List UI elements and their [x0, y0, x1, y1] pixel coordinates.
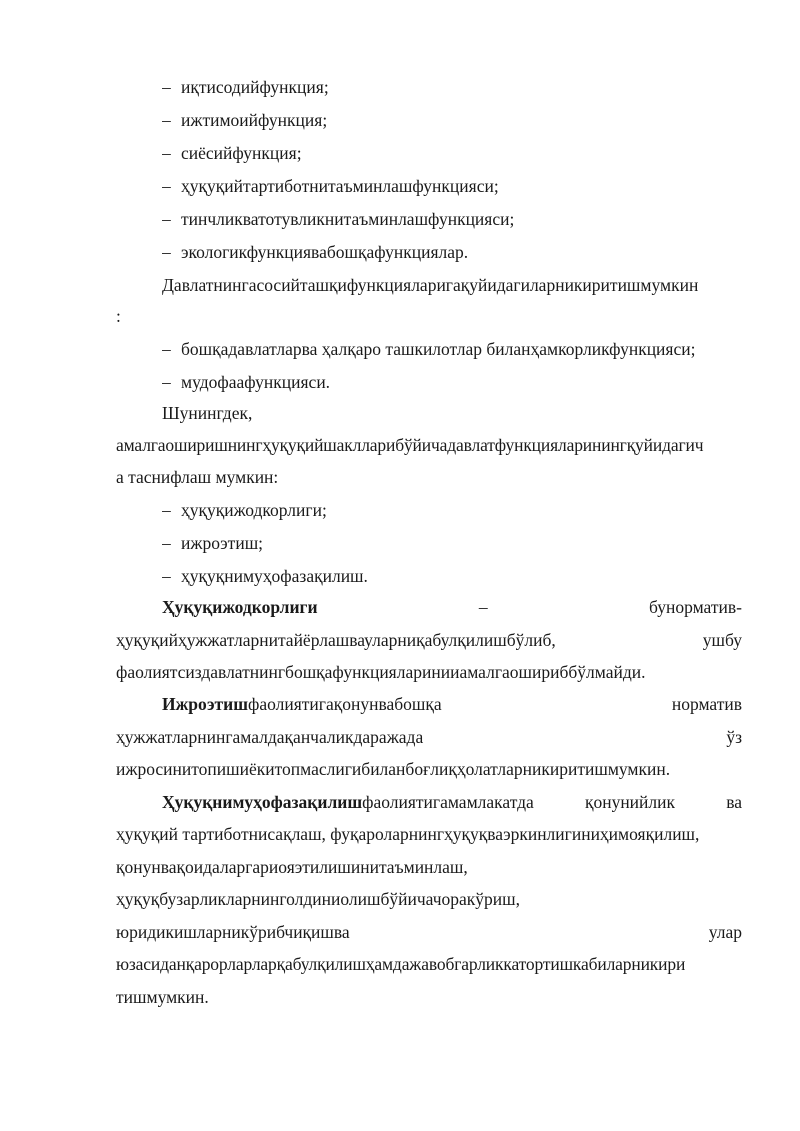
list-item: – ижтимоийфункция;	[162, 105, 742, 135]
list-dash: –	[162, 77, 171, 97]
list-item: – ҳуқуқийтартиботнитаъминлашфункцияси;	[162, 171, 742, 201]
paragraph-execution-line1: Ижроэтишфаолиятигақонунвабошқа норматив	[162, 694, 742, 714]
list-dash: –	[162, 242, 171, 262]
paragraph-forms-line3: а таснифлаш мумкин:	[116, 467, 279, 487]
paragraph-protection-line4: ҳуқуқбузарликларнинголдиниолишбўйичачоракўриш,	[116, 889, 521, 909]
paragraph-lawmaking-line3: фаолиятсиздавлатнингбошқафункцияларинииамалгаошириббўлмайди.	[116, 662, 646, 682]
paragraph-execution-line3: ижросинитопишиёкитопмаслигибиланбоғлиқҳолатларникиритишмумкин.	[116, 759, 671, 779]
list-item: – мудофаафункцияси.	[162, 367, 742, 397]
list-item: – сиёсийфункция;	[162, 138, 742, 168]
list-item: – ҳуқуқнимуҳофазақилиш.	[162, 561, 742, 591]
list-dash: –	[162, 500, 171, 520]
list-dash: –	[162, 566, 171, 586]
list-item: – ҳуқуқижодкорлиги;	[162, 495, 742, 525]
term-protection: Ҳуқуқнимуҳофазақилиш	[162, 792, 363, 812]
list-item: – бошқадавлатларва ҳалқаро ташкилотлар биланҳамкорликфункцияси;	[162, 334, 742, 364]
paragraph-protection-line7: тишмумкин.	[116, 987, 209, 1007]
list-dash: –	[162, 110, 171, 130]
term-lawmaking: Ҳуқуқижодкорлиги	[162, 597, 318, 617]
paragraph-forms-line1: Шунингдек,	[162, 403, 253, 423]
list-dash: –	[162, 209, 171, 229]
paragraph-lawmaking-line1: Ҳуқуқижодкорлиги – бунорматив-	[162, 597, 742, 617]
paragraph-execution-line2: ҳужжатларнингамалдақанчаликдаражада ўз	[116, 727, 742, 747]
term-execution: Ижроэтиш	[162, 694, 249, 714]
list-dash: –	[162, 372, 171, 392]
paragraph-protection-line3: қонунвақоидаларгариояэтилишинитаъминлаш,	[116, 857, 468, 877]
list-item: – экологикфункциявабошқафункциялар.	[162, 237, 742, 267]
paragraph-external-line1: Давлатнингасосийташқифункцияларигақуйидагиларникиритишмумкин	[162, 275, 699, 295]
list-dash: –	[162, 176, 171, 196]
list-dash: –	[162, 143, 171, 163]
list-dash: –	[162, 533, 171, 553]
list-dash: –	[162, 339, 171, 359]
paragraph-external-line2: :	[116, 306, 121, 326]
paragraph-forms-line2: амалгаоширишнингҳуқуқийшаклларибўйичадавлатфункцияларинингқуйидагич	[116, 435, 704, 455]
list-item: – ижроэтиш;	[162, 528, 742, 558]
list-item: – тинчликватотувликнитаъминлашфункцияси;	[162, 204, 742, 234]
list-item: – иқтисодийфункция;	[162, 72, 742, 102]
paragraph-protection-line2: ҳуқуқий тартиботнисақлаш, фуқароларнингҳуқуқваэркинлигиниҳимояқилиш,	[116, 824, 700, 844]
paragraph-lawmaking-line2: ҳуқуқийҳужжатларнитайёрлашвауларниқабулқилишбўлиб, ушбу	[116, 630, 742, 650]
paragraph-protection-line5: юридикишларникўрибчиқишва улар	[116, 922, 742, 942]
paragraph-protection-line1: Ҳуқуқнимуҳофазақилишфаолиятигамамлакатда қонунийлик ва	[162, 792, 742, 812]
paragraph-protection-line6: юзасиданқарорларларқабулқилишҳамдажавобгарликкатортишкабиларникири	[116, 954, 686, 974]
